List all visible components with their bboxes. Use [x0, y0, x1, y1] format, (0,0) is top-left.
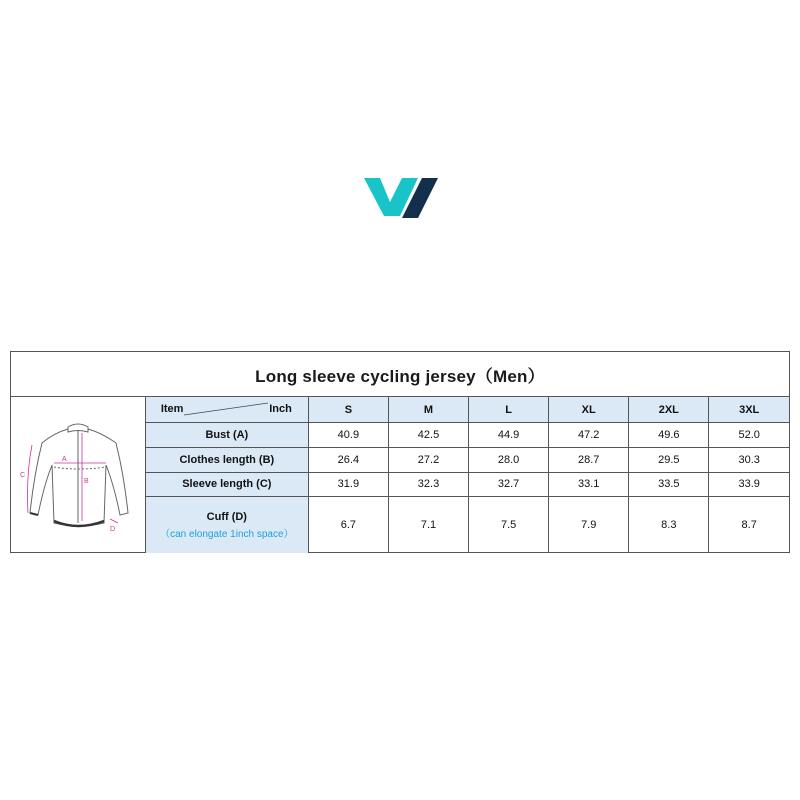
- table-cell: 28.7: [549, 447, 629, 472]
- row-label: Sleeve length (C): [146, 472, 309, 497]
- table-cell: 6.7: [308, 497, 388, 553]
- header-row: [146, 397, 789, 423]
- table-cell: 26.4: [308, 447, 388, 472]
- table-cell: 28.0: [469, 447, 549, 472]
- table-cell: 42.5: [388, 423, 468, 448]
- jersey-outline-icon: [18, 405, 138, 545]
- header-item-label: Item: [160, 403, 184, 415]
- table-cell: 29.5: [629, 447, 709, 472]
- size-header-xl: XL: [549, 397, 629, 423]
- diagram-label-a: A: [61, 456, 67, 463]
- table-cell: 27.2: [388, 447, 468, 472]
- size-header-3xl: 3XL: [709, 397, 789, 423]
- size-header-l: L: [469, 397, 549, 423]
- size-header-m: M: [388, 397, 468, 423]
- table-cell: 32.3: [388, 472, 468, 497]
- table-cell: 8.7: [709, 497, 789, 553]
- table-row: [146, 423, 789, 448]
- table-cell: 7.1: [388, 497, 468, 553]
- size-chart: [10, 351, 790, 553]
- size-header-2xl: 2XL: [629, 397, 709, 423]
- table-cell: 33.9: [709, 472, 789, 497]
- table-cell: 33.1: [549, 472, 629, 497]
- table-cell: 40.9: [308, 423, 388, 448]
- brand-logo-icon: [362, 176, 458, 220]
- row-note: （can elongate 1inch space）: [160, 528, 294, 540]
- table-cell: 32.7: [469, 472, 549, 497]
- diagram-label-d: D: [109, 526, 115, 533]
- table-cell: 33.5: [629, 472, 709, 497]
- size-header-s: S: [308, 397, 388, 423]
- chart-body: [11, 397, 789, 553]
- table-cell: 49.6: [629, 423, 709, 448]
- table-cell: 47.2: [549, 423, 629, 448]
- row-label: Bust (A): [146, 423, 309, 448]
- diagram-label-c: C: [19, 472, 25, 479]
- table-cell: 30.3: [709, 447, 789, 472]
- table-cell: 7.9: [549, 497, 629, 553]
- row-label: Cuff (D): [206, 510, 247, 523]
- row-label: Clothes length (B): [146, 447, 309, 472]
- table-row: [146, 447, 789, 472]
- table-cell: 7.5: [469, 497, 549, 553]
- table-cell: 31.9: [308, 472, 388, 497]
- row-label-cell: [146, 497, 309, 553]
- size-table: [146, 397, 789, 553]
- item-inch-header: [146, 397, 309, 423]
- jersey-diagram: [11, 397, 146, 553]
- chart-title: Long sleeve cycling jersey（Men）: [11, 352, 789, 397]
- header-unit-label: Inch: [269, 403, 292, 415]
- table-cell: 52.0: [709, 423, 789, 448]
- table-row: [146, 472, 789, 497]
- diagram-label-b: B: [83, 478, 89, 485]
- table-row: [146, 497, 789, 553]
- table-cell: 8.3: [629, 497, 709, 553]
- table-cell: 44.9: [469, 423, 549, 448]
